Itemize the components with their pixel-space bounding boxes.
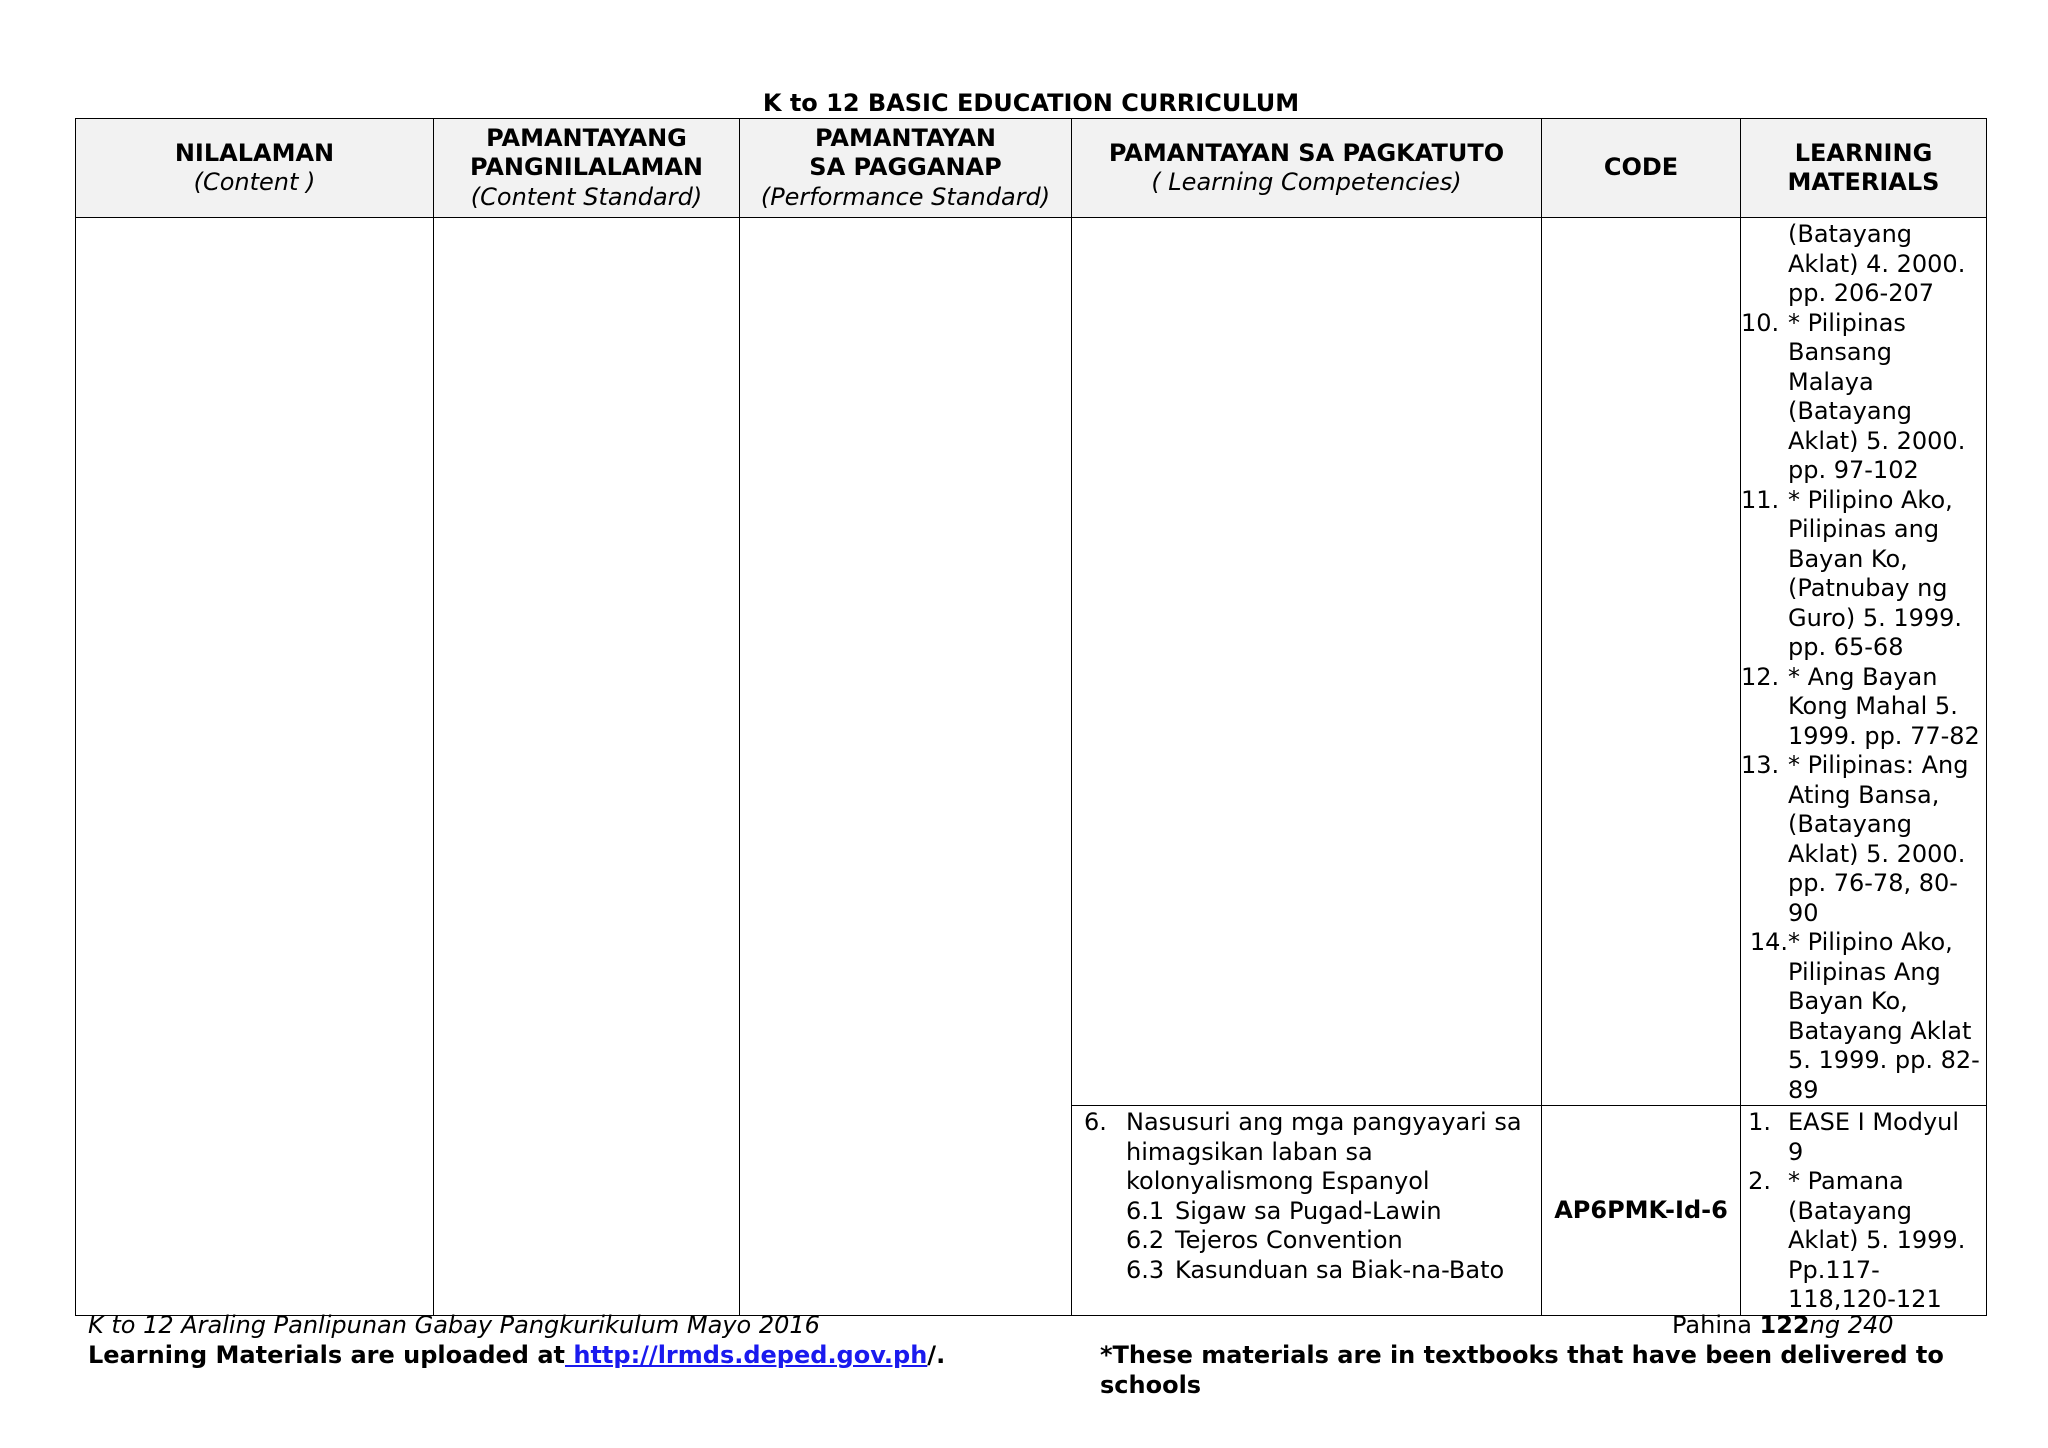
- content-cell: [76, 218, 434, 1316]
- code-cell: AP6PMK-Id-6: [1542, 1106, 1741, 1316]
- table-header-row: [76, 119, 1987, 218]
- code-cell-empty: [1542, 218, 1741, 1106]
- header-learning-materials: LEARNING MATERIALS: [1741, 119, 1987, 218]
- competency-cell-empty: [1072, 218, 1542, 1106]
- learning-materials-cell: [1741, 218, 1987, 1106]
- page-number: Pahina 122ng 240: [1672, 1311, 1894, 1339]
- performance-standard-cell: [740, 218, 1072, 1316]
- materials-list: [1741, 220, 1986, 1105]
- list-item: 2. * Pamana (Batayang Aklat) 5. 1999. Pp.117-118,120-121: [1748, 1167, 1966, 1313]
- learning-materials-cell: [1741, 1106, 1987, 1316]
- competency-item: 6. Nasusuri ang mga pangyayari sa himagsikan laban sa kolonyalismong Espanyol: [1084, 1108, 1522, 1195]
- content-standard-cell: [434, 218, 740, 1316]
- list-item: 1. EASE I Modyul 9: [1748, 1108, 1960, 1166]
- list-item: 14. * Pilipino Ako, Pilipinas Ang Bayan Ko, Batayang Aklat 5. 1999. pp. 82-89: [1749, 928, 1980, 1104]
- list-item: 10. * Pilipinas Bansang Malaya (Batayang Aklat) 5. 2000. pp. 97-102: [1741, 308, 1966, 484]
- lrmds-link[interactable]: http://lrmds.deped.gov.ph: [565, 1341, 928, 1369]
- table-row: [76, 218, 1987, 1106]
- footer-guide-title: K to 12 Araling Panlipunan Gabay Pangkurikulum Mayo 2016: [88, 1311, 820, 1339]
- header-learning-competencies: PAMANTAYAN SA PAGKATUTO ( Learning Competencies): [1072, 119, 1542, 218]
- competency-subitem: 6.1 Sigaw sa Pugad-Lawin: [1126, 1196, 1442, 1225]
- header-content-standard: PAMANTAYANG PANGNILALAMAN (Content Standard): [434, 119, 740, 218]
- footer-note: *These materials are in textbooks that have been delivered to schools: [1100, 1341, 1944, 1399]
- footer-lrmds-line: Learning Materials are uploaded at http://lrmds.deped.gov.ph/.: [88, 1341, 946, 1369]
- list-item: (Batayang Aklat) 4. 2000. pp. 206-207: [1788, 220, 1966, 307]
- header-content: NILALAMAN (Content ): [76, 119, 434, 218]
- document-title: K to 12 BASIC EDUCATION CURRICULUM: [762, 89, 1300, 117]
- materials-list: [1741, 1108, 1986, 1315]
- competency-subitem: 6.3 Kasunduan sa Biak-na-Bato: [1126, 1255, 1505, 1284]
- list-item: 11. * Pilipino Ako, Pilipinas ang Bayan Ko, (Patnubay ng Guro) 5. 1999. pp. 65-68: [1741, 485, 1963, 661]
- header-performance-standard: PAMANTAYAN SA PAGGANAP (Performance Standard): [740, 119, 1072, 218]
- list-item: 13. * Pilipinas: Ang Ating Bansa, (Batayang Aklat) 5. 2000. pp. 76-78, 80-90: [1741, 751, 1969, 927]
- competency-subitem: 6.2 Tejeros Convention: [1126, 1226, 1403, 1254]
- curriculum-table: [75, 118, 1987, 1316]
- competency-cell: [1072, 1106, 1542, 1316]
- header-code: CODE: [1542, 119, 1741, 218]
- list-item: 12. * Ang Bayan Kong Mahal 5. 1999. pp. 77-82: [1741, 662, 1980, 750]
